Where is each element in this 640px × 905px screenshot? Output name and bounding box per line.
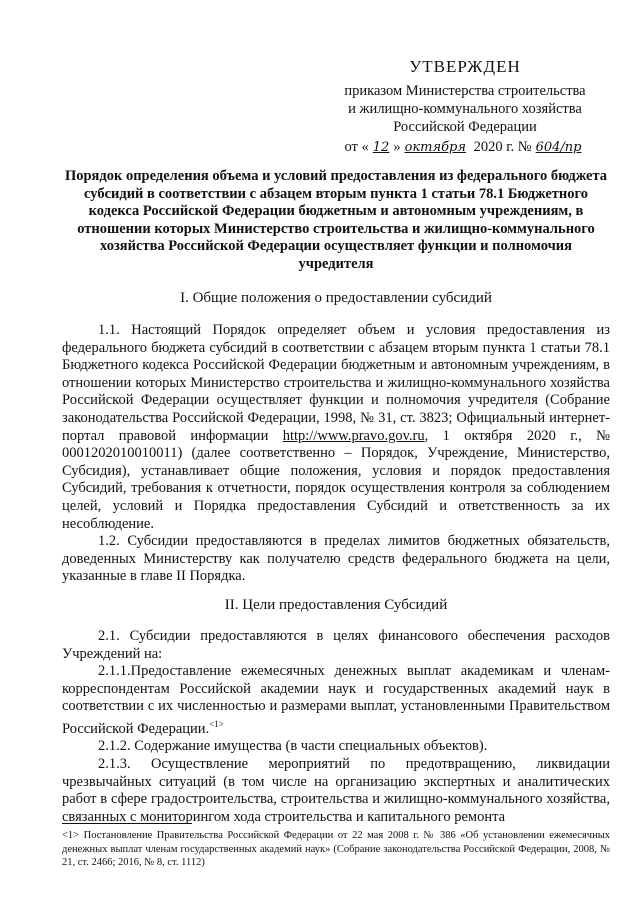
order-month: октября [404, 140, 466, 155]
document-title: Порядок определения объема и условий предоставления из федерального бюджета субсидий в соответствии с абзацем вторым пункта 1 статьи 78.1 Бюджетного кодекса Российской Федерации бюджетным и автономным учреждениям, в отношении которых Министерство строительства и жилищно-коммунального хозяйства Российской Федерации осуществляет функции и полномочия учредителя [64, 168, 608, 272]
footnote: <1> Постановление Правительства Российской Федерации от 22 мая 2008 г. № 386 «Об установлении ежемесячных денежных выплат членам государственных академий наук» (Собрание законодательства Российской Федерации, 2008, № 21, ст. 2466; 2016, № 8, ст. 1112) [62, 830, 610, 868]
order-ot: от « [344, 139, 369, 155]
order-year: 2020 г. № [473, 139, 532, 155]
order-number: 604/пр [535, 140, 582, 155]
footnote-ref[interactable]: <1> [209, 718, 224, 729]
order-close-quote: » [393, 139, 401, 155]
order-day: 12 [372, 140, 390, 155]
section-2-body [62, 628, 610, 826]
section-1-heading: I. Общие положения о предоставлении субсидий [180, 290, 492, 306]
order-date-number [320, 138, 610, 157]
section-1-body [62, 322, 610, 586]
paragraph-2-1: 2.1. Субсидии предоставляются в целях финансового обеспечения расходов Учреждений на: [62, 628, 610, 662]
paragraph-1-2: 1.2. Субсидии предоставляются в пределах лимитов бюджетных обязательств, доведенных Министерству как получателю средств федерального бюджета на цели, указанные в главе II Порядка. [62, 533, 610, 585]
approval-line-2: и жилищно-коммунального хозяйства [348, 101, 582, 117]
approval-line-3: Российской Федерации [393, 119, 537, 135]
section-2-heading: II. Цели предоставления Субсидий [224, 597, 448, 613]
paragraph-2-1-2: 2.1.2. Содержание имущества (в части специальных объектов). [98, 738, 488, 755]
footnote-divider [62, 823, 192, 824]
paragraph-2-1-3: 2.1.3. Осуществление мероприятий по предотвращению, ликвидации чрезвычайных ситуаций (в том числе на организацию экспертных и аналитических работ в сфере градостроительства, строительства и жилищно-коммунального хозяйства, связанных с мониторингом хода строительства и капитального ремонта [62, 755, 610, 825]
paragraph-1-1: 1.1. Настоящий Порядок определяет объем и условия предоставления из федерального бюджета субсидий в соответствии с абзацем вторым пункта 1 статьи 78.1 Бюджетного кодекса Российской Федерации бюджетным и автономным учреждениям, в отношении которых Министерство строительства и жилищно-коммунального хозяйства Российской Федерации осуществляет функции и полномочия учредителя (Собрание законодательства Российской Федерации, 1998, № 31, ст. 3823; Официальный интернет-портал правовой информации http://www.pravo.gov.ru, 1 октября 2020 г., № 0001202010010011) (далее соответственно – Порядок, Учреждение, Министерство, Субсидия), устанавливает общие положения, условия и порядок предоставления Субсидий, требования к отчетности, порядок осуществления контроля за соблюдением целей, условий и Порядка предоставления Субсидий и ответственность за их несоблюдение. [62, 322, 610, 532]
approval-line-1: приказом Министерства строительства [344, 83, 586, 99]
approval-stamp [320, 58, 610, 157]
paragraph-2-1-1: 2.1.1.Предоставление ежемесячных денежных выплат академикам и членам-корреспондентам Российской академии наук и государственных академий наук в соответствии с их численностью и размерами выплат, установленными Правительством Российской Федерации.$^{<1>}$ [62, 663, 610, 737]
approved-label: УТВЕРЖДЕН [409, 57, 521, 76]
pravo-link[interactable]: http://www.pravo.gov.ru [282, 427, 425, 444]
